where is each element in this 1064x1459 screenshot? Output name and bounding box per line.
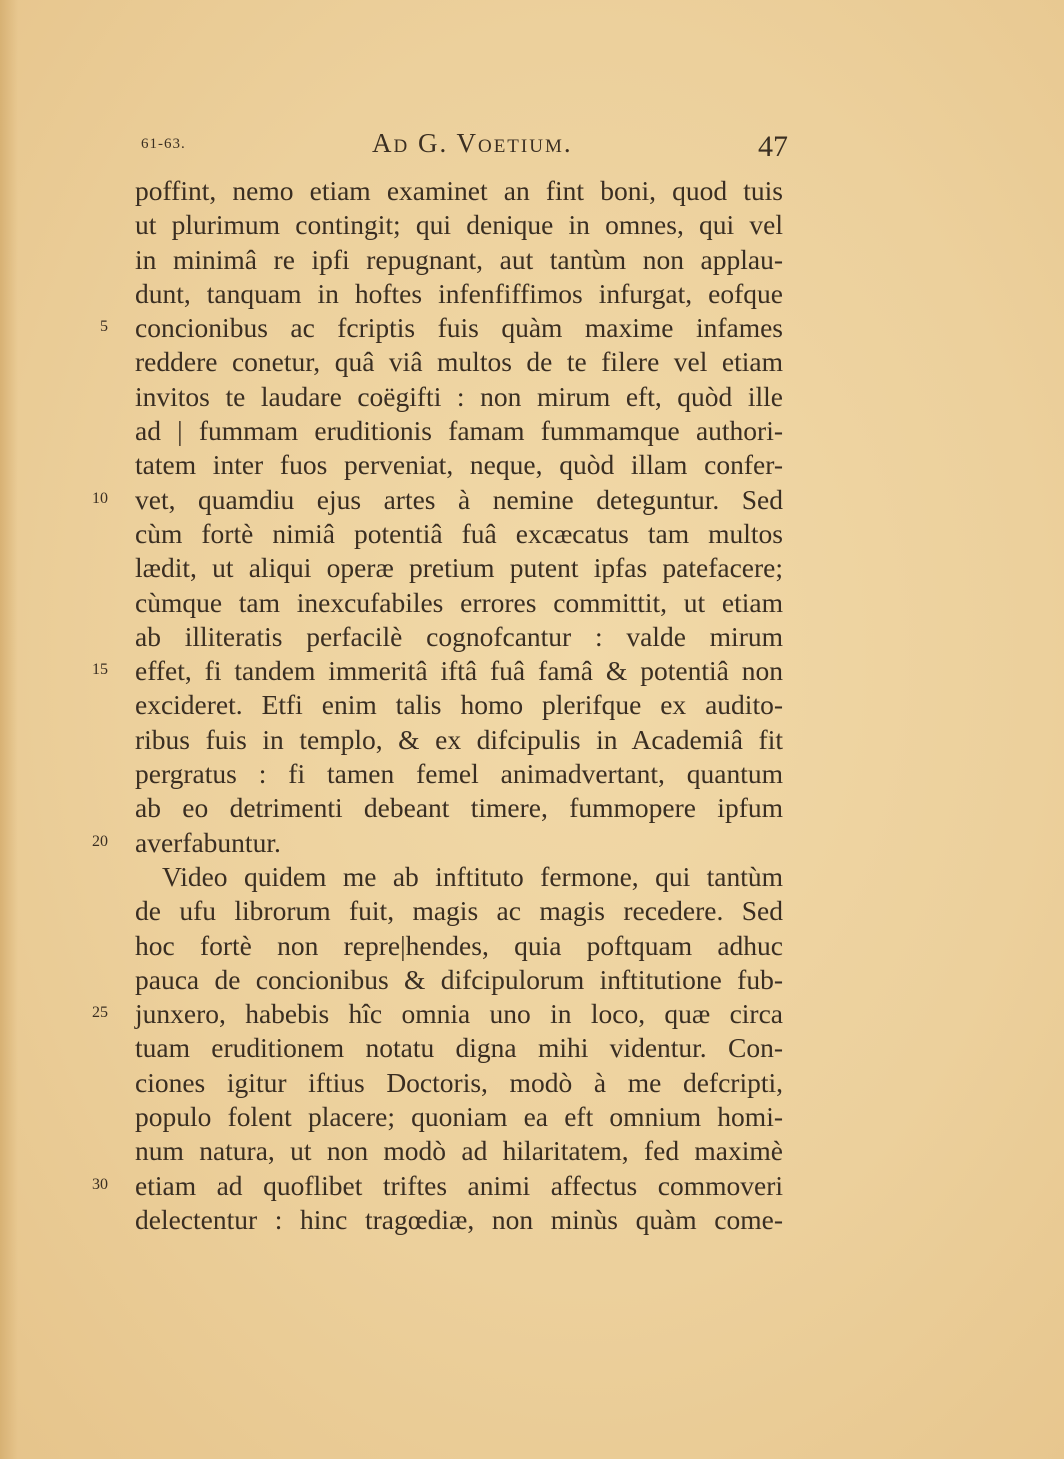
- text-line: [0, 1203, 1064, 1237]
- text-line: [0, 243, 1064, 277]
- line-text: cùm fortè nimiâ potentiâ fuâ excæcatus tam multos: [135, 517, 783, 549]
- line-number: 20: [92, 832, 108, 850]
- line-number: 30: [92, 1175, 108, 1193]
- text-line: [0, 757, 1064, 791]
- line-text: ciones igitur iftius Doctoris, modò à me defcripti,: [135, 1066, 783, 1098]
- text-line: [0, 826, 1064, 860]
- text-line: [0, 791, 1064, 825]
- body-text: [0, 174, 1064, 1237]
- line-text: ad | fummam eruditionis famam fummamque authori-: [135, 415, 783, 447]
- text-line: [0, 894, 1064, 928]
- line-text: reddere conetur, quâ viâ multos de te filere vel etiam: [135, 346, 783, 378]
- text-line: [0, 963, 1064, 997]
- line-text: excideret. Etfi enim talis homo plerifque ex audito-: [135, 689, 783, 721]
- text-line: [0, 414, 1064, 448]
- line-text: in minimâ re ipfi repugnant, aut tantùm non applau-: [135, 243, 783, 275]
- line-text: delectentur : hinc tragœdiæ, non minùs quàm come-: [135, 1203, 783, 1235]
- line-text: ut plurimum contingit; qui denique in omnes, qui vel: [135, 209, 783, 241]
- text-line: [0, 586, 1064, 620]
- line-number: 15: [92, 661, 108, 679]
- running-title: Ad G. Voetium.: [372, 128, 573, 158]
- line-text: cùmque tam inexcufabiles errores committit, ut etiam: [135, 586, 783, 618]
- text-line: [0, 174, 1064, 208]
- line-text: ab illiteratis perfacilè cognofcantur : valde mirum: [135, 620, 783, 652]
- text-line: [0, 380, 1064, 414]
- line-text: lædit, ut aliqui operæ pretium putent ipfas patefacere;: [135, 552, 783, 584]
- line-text: ribus fuis in templo, & ex difcipulis in Academiâ fit: [135, 723, 783, 755]
- line-text: hoc fortè non repre|hendes, quia poftquam adhuc: [135, 929, 783, 961]
- text-line: [0, 345, 1064, 379]
- text-line: [0, 688, 1064, 722]
- text-line: [0, 1066, 1064, 1100]
- text-line: [0, 860, 1064, 894]
- line-text: dunt, tanquam in hoftes infenfiffimos infurgat, eofque: [135, 277, 783, 309]
- line-text: effet, fi tandem immeritâ iftâ fuâ famâ & potentiâ non: [135, 655, 783, 687]
- text-line: [0, 620, 1064, 654]
- line-number: 10: [92, 489, 108, 507]
- line-number: 5: [100, 318, 108, 336]
- text-line: [0, 723, 1064, 757]
- text-line: [0, 517, 1064, 551]
- running-header: [0, 126, 1064, 166]
- text-line: [0, 1031, 1064, 1065]
- line-text: invitos te laudare coëgifti : non mirum eft, quòd ille: [135, 380, 783, 412]
- line-text: averfabuntur.: [135, 826, 281, 858]
- text-line: [0, 448, 1064, 482]
- line-text: num natura, ut non modò ad hilaritatem, fed maximè: [135, 1135, 783, 1167]
- line-text: junxero, habebis hîc omnia uno in loco, quæ circa: [135, 998, 783, 1030]
- text-line: [0, 551, 1064, 585]
- line-text: populo folent placere; quoniam ea eft omnium homi-: [135, 1101, 783, 1133]
- line-text: pauca de concionibus & difcipulorum inftitutione fub-: [135, 963, 783, 995]
- page-number: 47: [758, 130, 788, 163]
- line-text: concionibus ac fcriptis fuis quàm maxime infames: [135, 312, 783, 344]
- text-line: [0, 311, 1064, 345]
- section-reference: 61-63.: [141, 136, 186, 152]
- text-line: [0, 654, 1064, 688]
- line-text: vet, quamdiu ejus artes à nemine deteguntur. Sed: [135, 483, 783, 515]
- line-text: tuam eruditionem notatu digna mihi videntur. Con-: [135, 1032, 783, 1064]
- line-text: ab eo detrimenti debeant timere, fummopere ipfum: [135, 792, 783, 824]
- text-line: [0, 208, 1064, 242]
- text-line: [0, 1100, 1064, 1134]
- text-line: [0, 483, 1064, 517]
- text-line: [0, 929, 1064, 963]
- line-text: etiam ad quoflibet triftes animi affectus commoveri: [135, 1169, 783, 1201]
- text-line: [0, 1169, 1064, 1203]
- text-line: [0, 277, 1064, 311]
- paragraph-first-line: Video quidem me ab inftituto fermone, qui tantùm: [162, 860, 783, 892]
- text-line: [0, 1134, 1064, 1168]
- line-text: poffint, nemo etiam examinet an fint boni, quod tuis: [135, 175, 783, 206]
- text-line: [0, 997, 1064, 1031]
- line-text: pergratus : fi tamen femel animadvertant, quantum: [135, 758, 783, 790]
- line-text: de ufu librorum fuit, magis ac magis recedere. Sed: [135, 895, 783, 927]
- line-number: 25: [92, 1004, 108, 1022]
- line-text: tatem inter fuos perveniat, neque, quòd illam confer-: [135, 449, 783, 481]
